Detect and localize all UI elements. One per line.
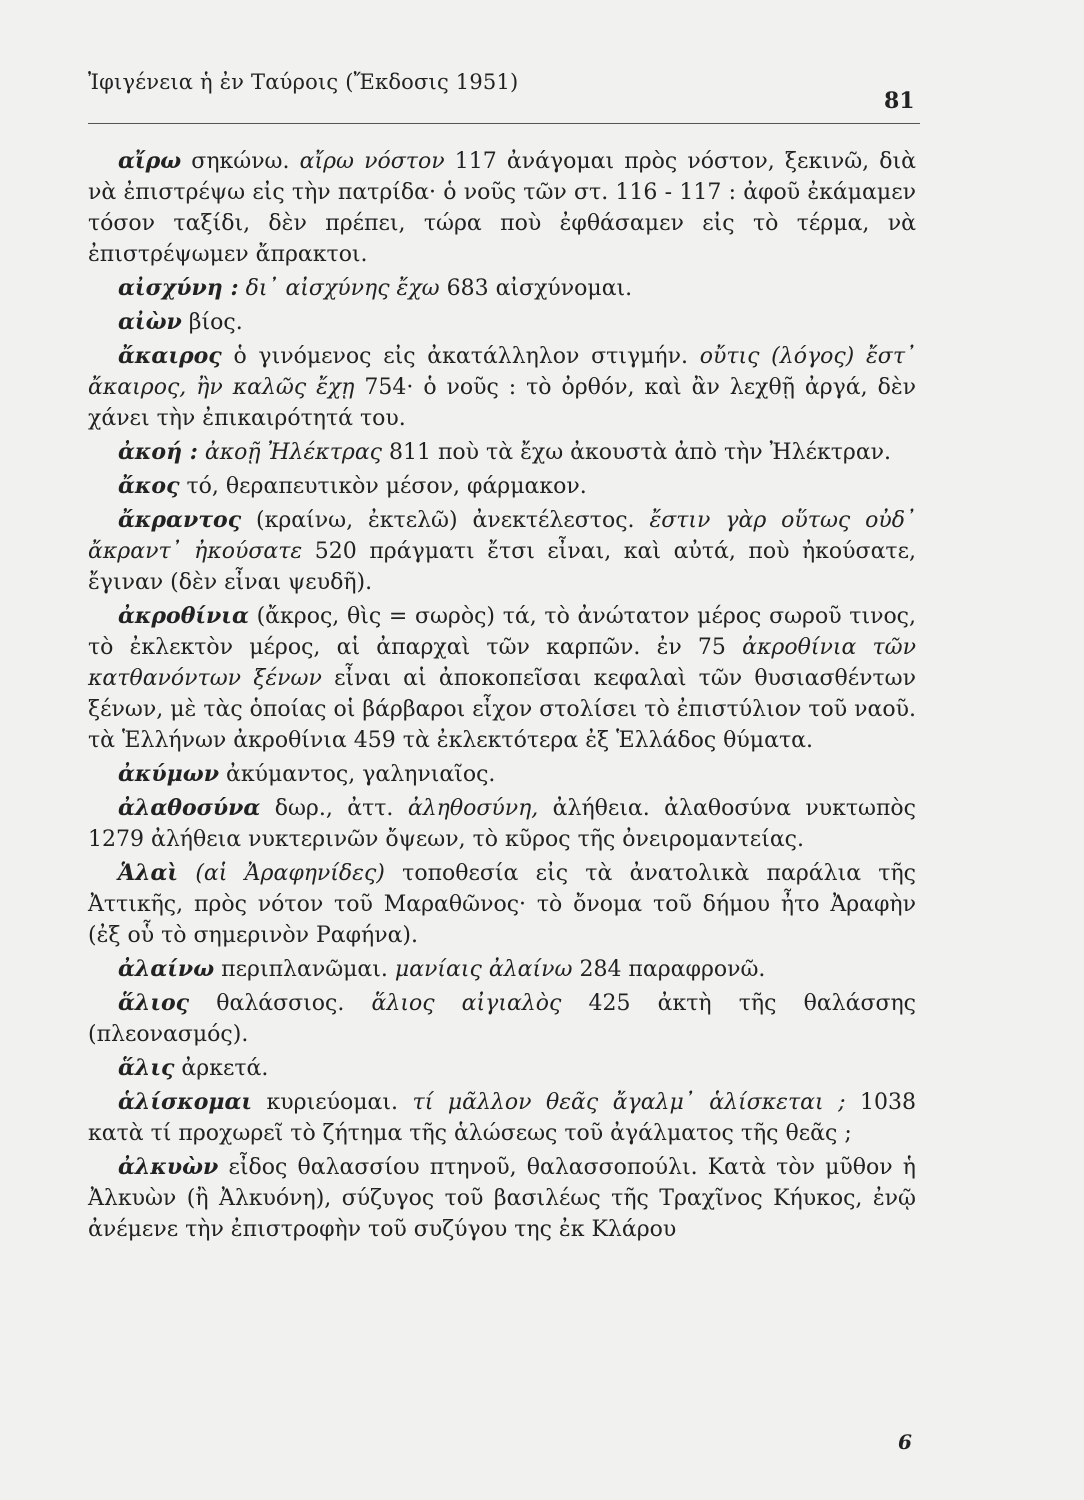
entry-text: 425 ἀκτὴ τῆς θαλάσσης (πλεονασμός).	[88, 991, 917, 1047]
entry-citation: ἅλιος αἰγιαλὸς	[371, 991, 562, 1016]
entry-text: 683 αἰσχύνομαι.	[439, 276, 633, 301]
glossary-entry	[88, 341, 916, 434]
glossary-entry	[88, 471, 916, 502]
entry-text: περιπλανῶμαι.	[214, 957, 395, 982]
header-rule	[88, 123, 920, 124]
entry-text: ἀρκετά.	[174, 1056, 269, 1081]
glossary-entry	[88, 601, 916, 756]
entry-text: βίος.	[181, 310, 243, 335]
entry-text: εἶδος θαλασσίου πτηνοῦ, θαλασσοπούλι. Κατὰ τὸν μῦθον ἡ Ἀλκυὼν (ἢ Ἀλκυόνη), σύζυγος τοῦ βασιλέως τῆς Τραχῖνος Κήυκος, ἐνῷ ἀνέμενε τὴν ἐπιστροφὴν τοῦ συζύγου της ἐκ Κλάρου	[88, 1155, 916, 1242]
entry-lemma: ἅλις	[118, 1055, 175, 1081]
glossary-entry	[88, 988, 916, 1050]
glossary-entry	[88, 1053, 916, 1084]
page-number: 81	[884, 88, 915, 114]
entry-citation: δι᾽ αἰσχύνης ἔχω	[245, 276, 440, 301]
entry-lemma: ἀκοή :	[118, 439, 198, 465]
glossary-entry	[88, 505, 916, 598]
glossary-entry	[88, 759, 916, 790]
running-title: Ἰφιγένεια ἡ ἐν Ταύροις (Ἔκδοσις 1951)	[88, 70, 519, 94]
glossary-entry	[88, 858, 916, 951]
entry-text: ὁ γινόμενος εἰς ἀκατάλληλον στιγμήν.	[221, 344, 700, 369]
entry-lemma: αἰὼν	[118, 309, 182, 335]
entry-text: 520 πράγματι ἔτσι εἶναι, καὶ αὐτά, ποὺ ἠκούσατε, ἔγιναν (δὲν εἶναι ψευδῆ).	[88, 539, 916, 595]
entry-lemma: ἄκαιρος	[118, 343, 222, 369]
glossary-entry	[88, 307, 916, 338]
entry-lemma: ἀκύμων	[118, 761, 219, 787]
glossary-entry	[88, 1152, 916, 1245]
entry-text: τοποθεσία εἰς τὰ ἀνατολικὰ παράλια τῆς Ἀττικῆς, πρὸς νότον τοῦ Μαραθῶνος· τὸ ὄνομα τοῦ δήμου ἦτο Ἀραφὴν (ἐξ οὗ τὸ σημερινὸν Ραφήνα).	[88, 861, 916, 948]
entry-lemma: ἄκος	[118, 473, 180, 499]
glossary-entry	[88, 273, 916, 304]
entry-text: ἀκύμαντος, γαληνιαῖος.	[219, 762, 496, 787]
entry-citation: αἴρω νόστον	[299, 149, 445, 174]
entry-text: 1038 κατὰ τί προχωρεῖ τὸ ζήτημα τῆς ἁλώσεως τοῦ ἀγάλματος τῆς θεᾶς ;	[88, 1090, 917, 1146]
entry-citation: ἀκοῇ Ἠλέκτρας	[204, 440, 382, 465]
entry-lemma: ἁλίσκομαι	[118, 1089, 253, 1115]
entry-lemma: ἅλιος	[118, 990, 190, 1016]
entry-lemma: αἰσχύνη :	[118, 275, 239, 301]
entry-text: 117 ἀνάγομαι πρὸς νόστον, ξεκινῶ, διὰ νὰ ἐπιστρέψω εἰς τὴν πατρίδα· ὁ νοῦς τῶν στ. 116 - 117 : ἀφοῦ ἐκάμαμεν τόσον ταξίδι, δὲν πρέπει, τώρα ποὺ ἐφθάσαμεν εἰς τὸ τέρμα, νὰ ἐπιστρέψωμεν ἄπρακτοι.	[88, 149, 916, 267]
entry-text: (ἄκρος, θὶς = σωρὸς) τά, τὸ ἀνώτατον μέρος σωροῦ τινος, τὸ ἐκλεκτὸν μέρος, αἱ ἀπαρχαὶ τῶν καρπῶν. ἐν 75	[88, 604, 916, 660]
signature-mark: 6	[898, 1430, 912, 1454]
glossary-entry	[88, 146, 916, 270]
entry-text: 754· ὁ νοῦς : τὸ ὀρθόν, καὶ ἂν λεχθῇ ἀργά, δὲν χάνει τὴν ἐπικαιρότητά του.	[88, 375, 916, 431]
glossary-entry	[88, 793, 916, 855]
entry-text	[198, 440, 205, 465]
entry-text: δωρ., ἀττ.	[260, 796, 408, 821]
entry-text	[239, 276, 246, 301]
entry-text	[178, 861, 195, 886]
entry-text: (κραίνω, ἐκτελῶ) ἀνεκτέλεστος.	[241, 508, 650, 533]
entry-lemma: ἀλαίνω	[118, 956, 215, 982]
entry-citation: μανίαις ἀλαίνω	[394, 957, 573, 982]
entry-text: 811 ποὺ τὰ ἔχω ἀκουστὰ ἀπὸ τὴν Ἠλέκτραν.	[382, 440, 892, 465]
glossary-entry	[88, 954, 916, 985]
entry-lemma: ἄκραντος	[118, 507, 242, 533]
glossary-entry	[88, 437, 916, 468]
entry-lemma: ἀλαθοσύνα	[118, 795, 261, 821]
entry-lemma: αἴρω	[118, 148, 182, 174]
entry-lemma: ἀλκυὼν	[118, 1154, 219, 1180]
entry-text: τό, θεραπευτικὸν μέσον, φάρμακον.	[179, 474, 587, 499]
entry-citation: οὔτις (λόγος) ἔστ᾽ ἄκαιρος, ἢν καλῶς ἔχῃ	[88, 344, 916, 400]
entry-lemma: ἀκροθίνια	[118, 603, 249, 629]
glossary-entry	[88, 1087, 916, 1149]
entry-text: εἶναι αἱ ἀποκοπεῖσαι κεφαλαὶ τῶν θυσιασθέντων ξένων, μὲ τὰς ὁποίας οἱ βάρβαροι εἶχον στολίσει τὸ ἐπιστύλιον τοῦ ναοῦ. τὰ Ἑλλήνων ἀκροθίνια 459 τὰ ἐκλεκτότερα ἐξ Ἑλλάδος θύματα.	[88, 666, 916, 753]
entry-citation: ἔστιν γὰρ οὕτως οὐδ᾽ ἄκραντ᾽ ἠκούσατε	[88, 508, 917, 564]
entry-text: θαλάσσιος.	[189, 991, 372, 1016]
entry-lemma: Ἁλαὶ	[118, 860, 179, 886]
entry-text: κυριεύομαι.	[252, 1090, 413, 1115]
entry-text: ἀλήθεια. ἀλαθοσύνα νυκτωπὸς 1279 ἀλήθεια νυκτερινῶν ὄψεων, τὸ κῦρος τῆς ὀνειρομαντείας.	[88, 796, 916, 852]
entry-text: 284 παραφρονῶ.	[572, 957, 766, 982]
entry-text: σηκώνω.	[181, 149, 300, 174]
entry-citation: τί μᾶλλον θεᾶς ἄγαλμ᾽ ἁλίσκεται ;	[412, 1090, 846, 1115]
glossary-body	[88, 146, 916, 1248]
entry-citation: ἀληθοσύνη,	[407, 796, 539, 821]
entry-citation: (αἱ Ἀραφηνίδες)	[195, 861, 385, 886]
entry-citation: ἀκροθίνια τῶν κατθανόντων ξένων	[88, 635, 916, 691]
